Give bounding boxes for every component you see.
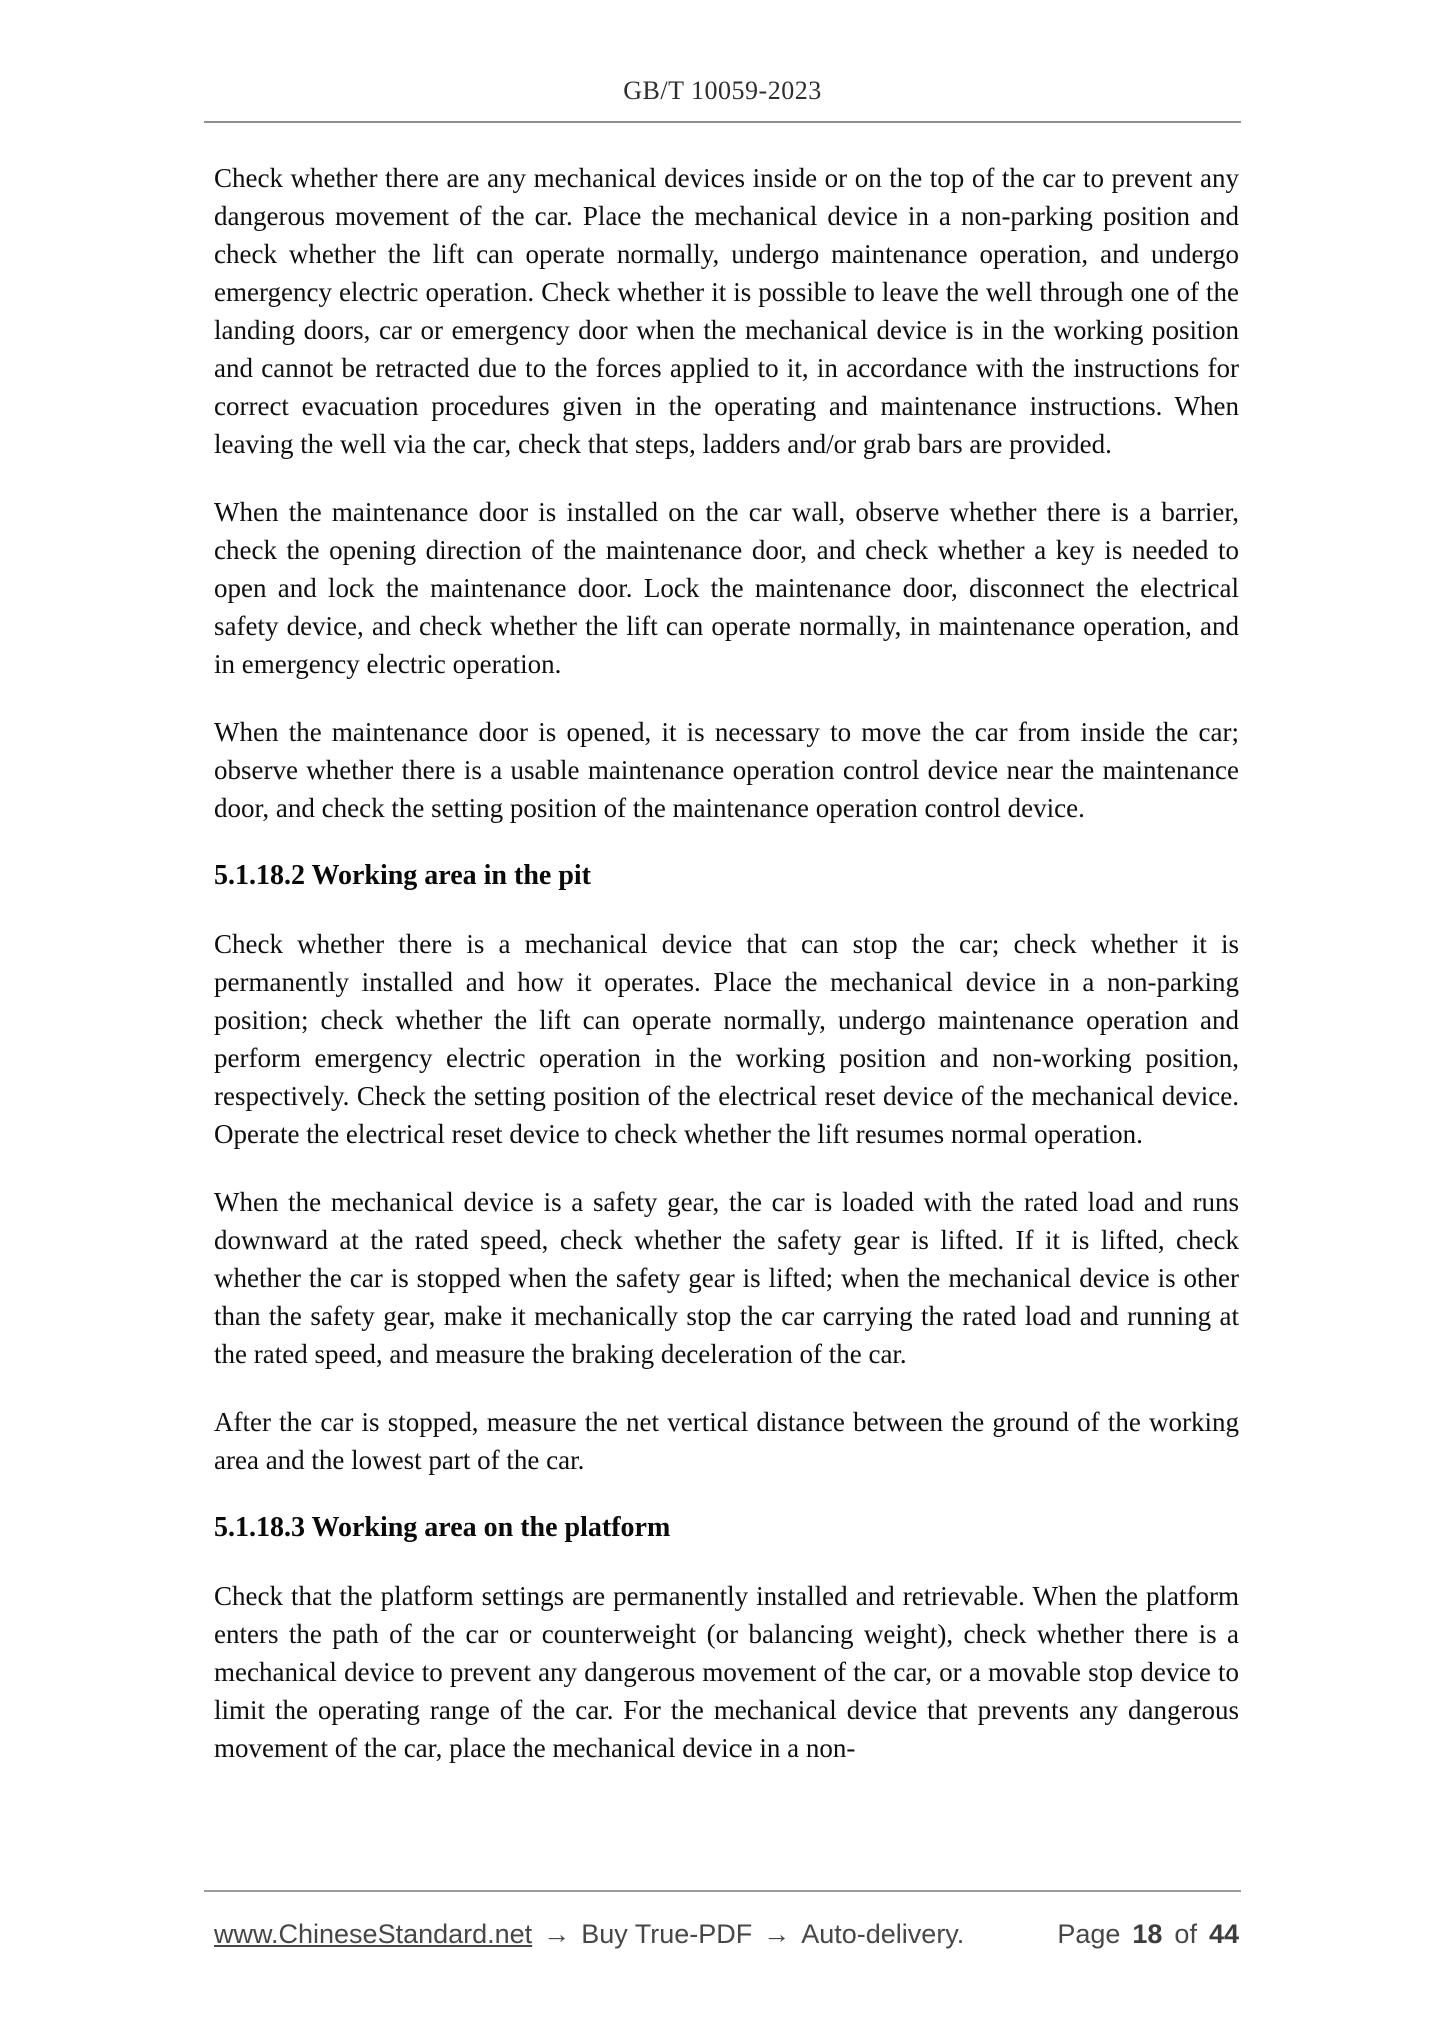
arrow-right-icon: →: [543, 1919, 571, 1949]
footer-delivery-label: Auto-delivery.: [801, 1919, 965, 1949]
paragraph: When the maintenance door is installed on the car wall, observe whether there is a barrier, check the opening direction of the maintenance door, and check whether a key is needed to open and lock the maintenance door. Lock the maintenance door, disconnect the electrical safety device, and check whether the lift can operate normally, in maintenance operation, and in emergency electric operation.: [214, 497, 1239, 679]
paragraph: Check whether there is a mechanical device that can stop the car; check whether it is permanently installed and how it operates. Place the mechanical device in a non-parking position; check whether the lift can operate normally, undergo maintenance operation and perform emergency electric operation in the working position and non-working position, respectively. Check the setting position of the electrical reset device of the mechanical device. Operate the electrical reset device to check whether the lift resumes normal operation.: [214, 929, 1239, 1149]
section-heading: 5.1.18.2 Working area in the pit: [214, 860, 592, 891]
document-body: [204, 159, 1241, 1767]
footer-divider: [204, 1890, 1241, 1892]
header-divider: [204, 121, 1241, 123]
paragraph: Check whether there are any mechanical devices inside or on the top of the car to prevent any dangerous movement of the car. Place the mechanical device in a non-parking position and check whether the lift can operate normally, undergo maintenance operation, and undergo emergency electric operation. Check whether it is possible to leave the well through one of the landing doors, car or emergency door when the mechanical device is in the working position and cannot be retracted due to the forces applied to it, in accordance with the instructions for correct evacuation procedures given in the operating and maintenance instructions. When leaving the well via the car, check that steps, ladders and/or grab bars are provided.: [214, 163, 1239, 459]
footer-source-line: [214, 1918, 964, 1950]
page-current: 18: [1132, 1919, 1163, 1949]
paragraph: Check that the platform settings are permanently installed and retrievable. When the platform enters the path of the car or counterweight (or balancing weight), check whether there is a mechanical device to prevent any dangerous movement of the car, or a movable stop device to limit the operating range of the car. For the mechanical device that prevents any dangerous movement of the car, place the mechanical device in a non-: [214, 1581, 1239, 1763]
paragraph: When the maintenance door is opened, it is necessary to move the car from inside the car; observe whether there is a usable maintenance operation control device near the maintenance door, and check the setting position of the maintenance operation control device.: [214, 717, 1239, 823]
arrow-right-icon: →: [763, 1919, 791, 1949]
page-label: Page: [1057, 1919, 1121, 1949]
page-total: 44: [1208, 1919, 1239, 1949]
footer-buy-label: Buy True-PDF: [581, 1919, 753, 1949]
paragraph: When the mechanical device is a safety gear, the car is loaded with the rated load and runs downward at the rated speed, check whether the safety gear is lifted. If it is lifted, check whether the car is stopped when the safety gear is lifted; when the mechanical device is other than the safety gear, make it mechanically stop the car carrying the rated load and running at the rated speed, and measure the braking deceleration of the car.: [214, 1187, 1239, 1369]
footer-link[interactable]: www.ChineseStandard.net: [214, 1919, 533, 1949]
page-indicator: [1057, 1918, 1239, 1950]
of-label: of: [1174, 1919, 1197, 1949]
document-number: GB/T 10059-2023: [623, 76, 822, 105]
section-heading: 5.1.18.3 Working area on the platform: [214, 1512, 671, 1543]
paragraph: After the car is stopped, measure the net vertical distance between the ground of the working area and the lowest part of the car.: [214, 1407, 1239, 1475]
page-footer: [204, 1890, 1241, 1950]
